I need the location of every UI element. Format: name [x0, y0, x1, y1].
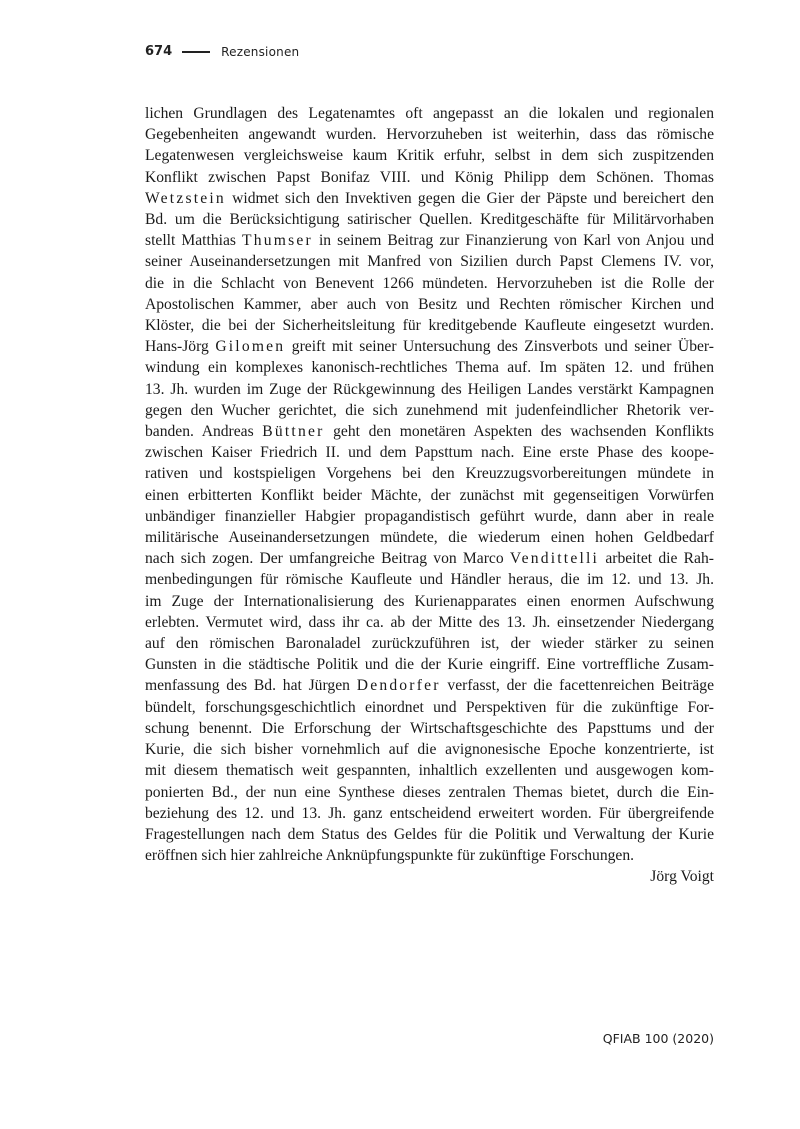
text-line: Gegebenheiten angewandt wurden. Hervorzuheben ist weiterhin, dass das römische: [145, 126, 714, 144]
page-number: 674: [145, 44, 173, 59]
text-line: Konflikt zwischen Papst Bonifaz VIII. und König Philipp dem Schönen. Thomas: [145, 168, 714, 186]
text-line: lichen Grundlagen des Legatenamtes oft angepasst an die lokalen und regionalen: [145, 105, 714, 122]
review-author: Jörg Voigt: [650, 868, 714, 886]
text-line: Legatenwesen vergleichsweise kaum Kritik erfuhr, selbst in dem sich zuspitzenden: [145, 147, 714, 165]
review-text: [145, 103, 714, 888]
text-line: unbändiger finanzieller Habgier propagandistisch geführt wurde, dann aber in reale: [145, 507, 714, 525]
text-line: bündelt, forschungsgeschichtlich einordnet und Perspektiven für die zukünftige For-: [145, 698, 714, 716]
text-line: Gunsten in die städtische Politik und die der Kurie eingriff. Eine vortreffliche Zusam-: [145, 656, 714, 674]
running-header: [145, 44, 299, 59]
text-line: nach sich zogen. Der umfangreiche Beitrag von Marco Vendittelli arbeitet die Rah-: [145, 550, 714, 568]
text-line: im Zuge der Internationalisierung des Kurienapparates einen enormen Aufschwung: [145, 592, 714, 610]
text-line: 13. Jh. wurden im Zuge der Rückgewinnung des Heiligen Landes verstärkt Kampagnen: [145, 380, 714, 398]
text-line: stellt Matthias Thumser in seinem Beitrag zur Finanzierung von Karl von Anjou und: [145, 232, 714, 250]
text-line: banden. Andreas Büttner geht den monetären Aspekten des wachsenden Konflikts: [145, 423, 714, 441]
text-line: Wetzstein widmet sich den Invektiven gegen die Gier der Päpste und bereichert den: [145, 189, 714, 207]
author-name-buettner: Büttner: [262, 423, 325, 441]
author-name-wetzstein: Wetzstein: [145, 189, 226, 207]
text-line: windung ein komplexes kanonisch-rechtliches Thema auf. Im späten 12. und frühen: [145, 359, 714, 377]
author-name-gilomen: Gilomen: [215, 338, 286, 356]
text-line: schung benennt. Die Erforschung der Wirtschaftsgeschichte des Papsttums und der: [145, 719, 714, 737]
text-line: Hans-Jörg Gilomen greift mit seiner Untersuchung des Zinsverbots und seiner Über-: [145, 338, 714, 356]
text-line: eröffnen sich hier zahlreiche Anknüpfungspunkte für zukünftige Forschungen.: [145, 847, 635, 865]
text-line: menbedingungen für römische Kaufleute und Händler heraus, die im 12. und 13. Jh.: [145, 571, 714, 589]
text-line: auf den römischen Baronaladel zurückzuführen ist, der wieder stärker zu seinen: [145, 635, 714, 653]
author-name-dendorfer: Dendorfer: [356, 677, 441, 695]
text-line: Kurie, die sich bisher vornehmlich auf die avignonesische Epoche konzentrierte, ist: [145, 741, 714, 759]
text-line: Fragestellungen nach dem Status des Geldes für die Politik und Verwaltung der Kurie: [145, 825, 714, 843]
text-line: mit diesem thematisch weit gespannten, inhaltlich exzellenten und ausgewogen kom-: [145, 762, 714, 780]
text-line: Bd. um die Berücksichtigung satirischer Quellen. Kreditgeschäfte für Militärvorhaben: [145, 211, 714, 229]
text-line: seiner Auseinandersetzungen mit Manfred von Sizilien durch Papst Clemens IV. vor,: [145, 253, 714, 271]
text-line: gegen den Wucher gerichtet, die sich zunehmend mit judenfeindlicher Rhetorik ver-: [145, 401, 714, 419]
journal-footer: QFIAB 100 (2020): [602, 1031, 714, 1046]
text-line: rativen und kostspieligen Vorgehens bei den Kreuzzugsvorbereitungen mündete in: [145, 465, 714, 483]
text-line: militärische Auseinandersetzungen mündete, die wiederum einen hohen Geldbedarf: [145, 529, 714, 547]
text-line: zwischen Kaiser Friedrich II. und dem Papsttum nach. Eine erste Phase des koope-: [145, 444, 714, 462]
text-line: erlebten. Vermutet wird, dass ihr ca. ab der Mitte des 13. Jh. einsetzender Niedergang: [145, 613, 714, 631]
text-line: menfassung des Bd. hat Jürgen Dendorfer verfasst, der die facettenreichen Beiträge: [145, 677, 715, 695]
text-line: Klöster, die bei der Sicherheitsleitung für kreditgebende Kaufleute eingesetzt wurden.: [145, 317, 714, 335]
text-line: die in die Schlacht von Benevent 1266 mündeten. Hervorzuheben ist die Rolle der: [145, 274, 714, 292]
text-line: beziehung des 12. und 13. Jh. ganz entscheidend erweitert worden. Für übergreifende: [145, 804, 714, 822]
text-line: ponierten Bd., der nun eine Synthese dieses zentralen Themas bietet, durch die Ein-: [145, 783, 714, 801]
text-line: einen erbitterten Konflikt beider Mächte, der zunächst mit gegenseitigen Vorwürfen: [145, 486, 714, 504]
author-name-vendittelli: Vendittelli: [509, 550, 600, 568]
text-line: Apostolischen Kammer, aber auch von Besitz und Rechten römischer Kirchen und: [145, 295, 714, 313]
header-dash: [182, 51, 210, 53]
author-name-thumser: Thumser: [242, 232, 313, 250]
section-title: Rezensionen: [221, 44, 300, 59]
